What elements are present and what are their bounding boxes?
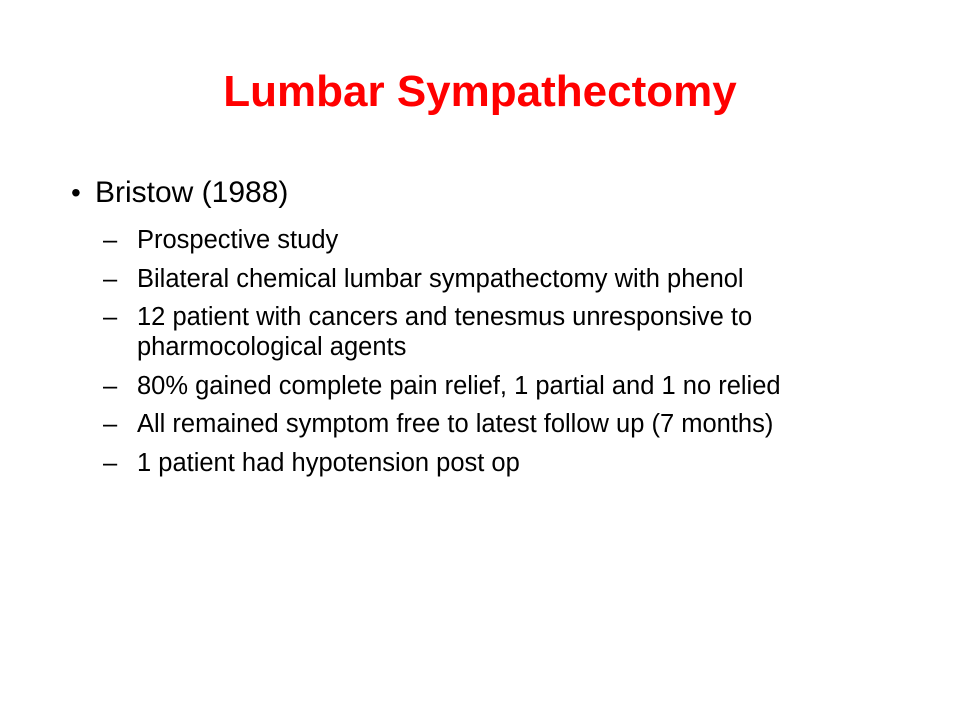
sub-bullet-marker: – xyxy=(103,303,118,331)
sub-bullet-text: Prospective study xyxy=(137,226,339,254)
sub-bullet-marker: – xyxy=(103,264,118,293)
sub-bullet-marker: – xyxy=(103,448,118,477)
sub-bullet-marker: – xyxy=(103,410,118,438)
sub-bullet-text: All remained symptom free to latest follow up (7 months) xyxy=(137,410,774,438)
slide-title: Lumbar Sympathectomy xyxy=(223,67,737,116)
sub-bullet xyxy=(103,225,912,255)
sub-bullet xyxy=(103,302,912,362)
main-bullet-text: Bristow (1988) xyxy=(95,176,289,209)
sub-bullet-marker: – xyxy=(103,226,118,254)
sub-bullet xyxy=(103,409,912,439)
sub-bullet-text: Bilateral chemical lumbar sympathectomy with phenol xyxy=(137,264,744,293)
bullet-marker: • xyxy=(71,177,81,208)
sub-bullet xyxy=(103,371,912,401)
main-bullet xyxy=(71,173,289,213)
sub-bullet-marker: – xyxy=(103,371,118,400)
sub-bullet-list xyxy=(103,225,923,486)
sub-bullet xyxy=(103,264,912,294)
sub-bullet xyxy=(103,448,912,478)
sub-bullet-text: 80% gained complete pain relief, 1 partial and 1 no relied xyxy=(137,371,781,400)
sub-bullet-text: 12 patient with cancers and tenesmus unresponsive to pharmocological agents xyxy=(137,303,753,361)
sub-bullet-text: 1 patient had hypotension post op xyxy=(137,448,520,477)
